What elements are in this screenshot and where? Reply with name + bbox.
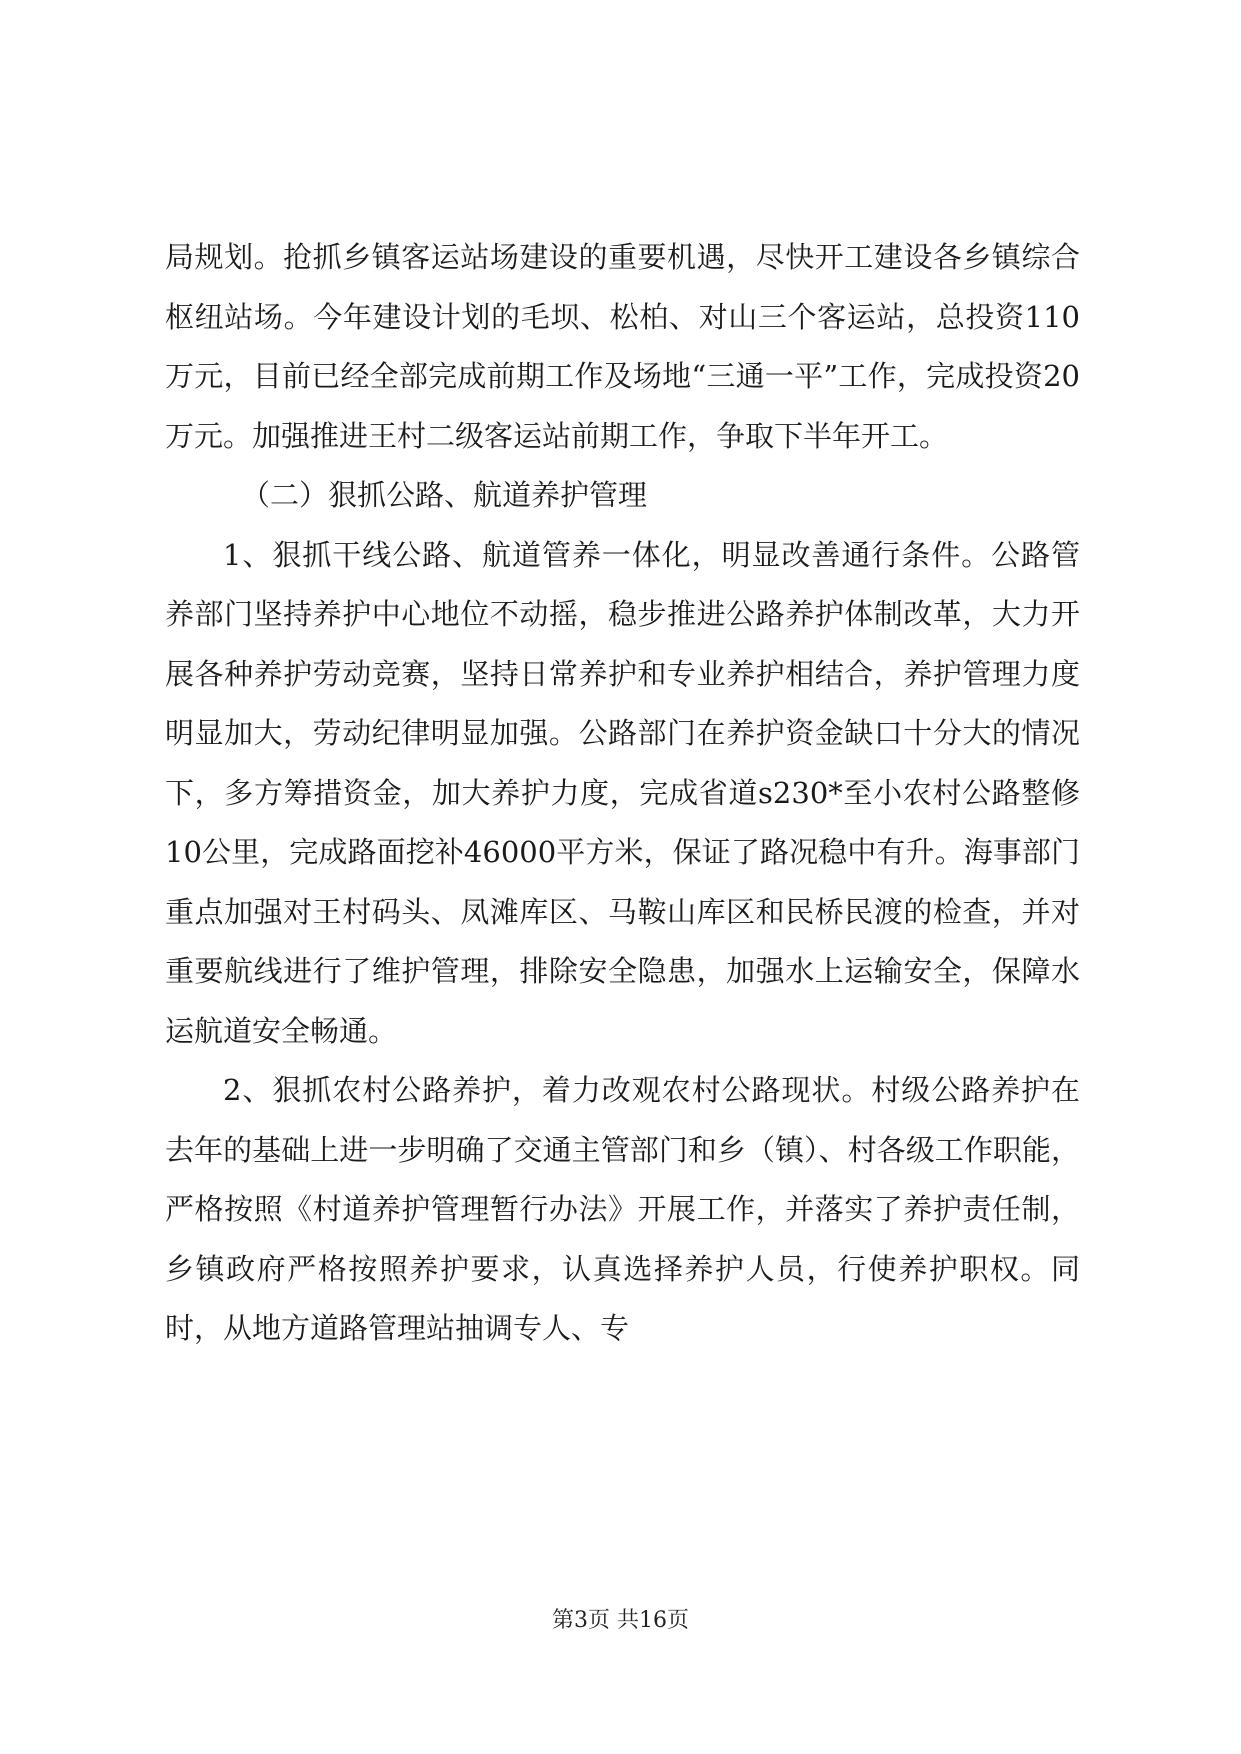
paragraph-item-2: 2、狠抓农村公路养护，着力改观农村公路现状。村级公路养护在去年的基础上进一步明确了交通主管部门和乡（镇）、村各级工作职能，严格按照《村道养护管理暂行办法》开展工作，并落实了养护责任制，乡镇政府严格按照养护要求，认真选择养护人员，行使养护职权。同时，从地方道路管理站抽调专人、专 bbox=[165, 1073, 1080, 1345]
paragraph-continuation: 局规划。抢抓乡镇客运站场建设的重要机遇，尽快开工建设各乡镇综合枢纽站场。今年建设计划的毛坝、松柏、对山三个客运站，总投资110万元，目前已经全部完成前期工作及场地“三通一平”工作，完成投资20万元。加强推进王村二级客运站前期工作，争取下半年开工。 bbox=[165, 240, 1080, 453]
paragraph-item-1: 1、狠抓干线公路、航道管养一体化，明显改善通行条件。公路管养部门坚持养护中心地位不动摇，稳步推进公路养护体制改革，大力开展各种养护劳动竞赛，坚持日常养护和专业养护相结合，养护管理力度明显加大，劳动纪律明显加强。公路部门在养护资金缺口十分大的情况下，多方筹措资金，加大养护力度，完成省道s230*至小农村公路整修10公里，完成路面挖补46000平方米，保证了路况稳中有升。海事部门重点加强对王村码头、凤滩库区、马鞍山库区和民桥民渡的检查，并对重要航线进行了维护管理，排除安全隐患，加强水上运输安全，保障水运航道安全畅通。 bbox=[165, 537, 1080, 1048]
section-heading: （二）狠抓公路、航道养护管理 bbox=[241, 478, 648, 512]
page-footer: 第3页 共16页 bbox=[552, 1608, 689, 1633]
document-body bbox=[165, 228, 1080, 1359]
